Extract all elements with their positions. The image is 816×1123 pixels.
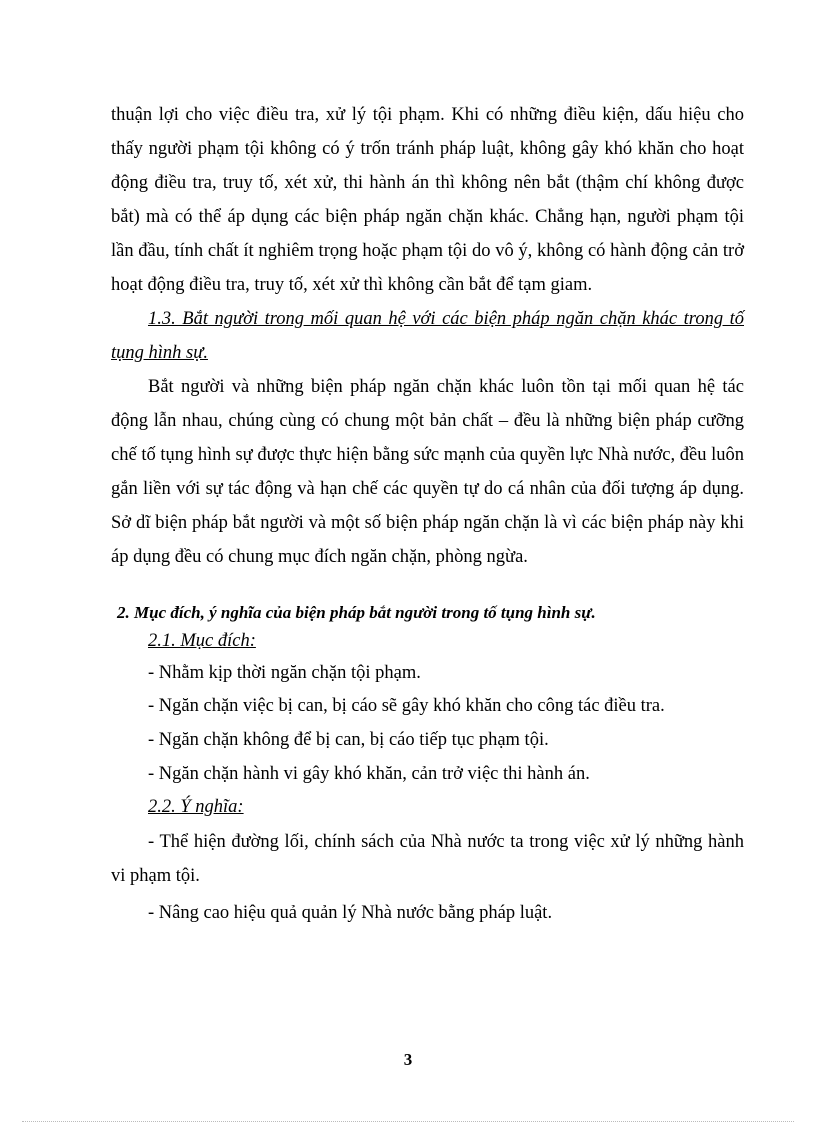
section-2-title: 2. Mục đích, ý nghĩa của biện pháp bắt người trong tố tụng hình sự. [117, 603, 596, 622]
page-bottom-border [22, 1121, 794, 1122]
list-item: - Ngăn chặn hành vi gây khó khăn, cản trở việc thi hành án. [148, 764, 590, 784]
heading-1-3: 1.3. Bắt người trong mối quan hệ với các biện pháp ngăn chặn khác trong tố tụng hình sự. [111, 309, 744, 363]
list-item: - Thể hiện đường lối, chính sách của Nhà nước ta trong việc xử lý những hành vi phạm tội. [111, 832, 744, 886]
page-number: 3 [403, 1050, 413, 1069]
paragraph-relationship: Bắt người và những biện pháp ngăn chặn khác luôn tồn tại mối quan hệ tác động lẫn nhau, chúng cùng có chung một bản chất – đều là những biện pháp cưỡng chế tố tụng hình sự được thực hiện bằng sức mạnh của quyền lực Nhà nước, đều luôn gắn liền với sự tác động và hạn chế các quyền tự do cá nhân của đối tượng áp dụng. Sở dĩ biện pháp bắt người và một số biện pháp ngăn chặn là vì các biện pháp này khi áp dụng đều có chung mục đích ngăn chặn, phòng ngừa. [111, 377, 744, 567]
list-item: - Ngăn chặn không để bị can, bị cáo tiếp tục phạm tội. [148, 730, 549, 750]
paragraph-intro: thuận lợi cho việc điều tra, xử lý tội phạm. Khi có những điều kiện, dấu hiệu cho thấy người phạm tội không có ý trốn tránh pháp luật, không gây khó khăn cho hoạt động điều tra, truy tố, xét xử, thi hành án thì không nên bắt (thậm chí không được bắt) mà có thể áp dụng các biện pháp ngăn chặn khác. Chẳng hạn, người phạm tội lần đầu, tính chất ít nghiêm trọng hoặc phạm tội do vô ý, không có hành động cản trở hoạt động điều tra, truy tố, xét xử thì không cần bắt để tạm giam. [111, 105, 744, 295]
list-item: - Ngăn chặn việc bị can, bị cáo sẽ gây khó khăn cho công tác điều tra. [148, 696, 665, 716]
list-item: - Nhằm kịp thời ngăn chặn tội phạm. [148, 663, 421, 683]
subheading-2-1: 2.1. Mục đích: [148, 631, 256, 651]
list-item: - Nâng cao hiệu quả quản lý Nhà nước bằng pháp luật. [148, 903, 553, 923]
subheading-2-2: 2.2. Ý nghĩa: [148, 797, 244, 817]
